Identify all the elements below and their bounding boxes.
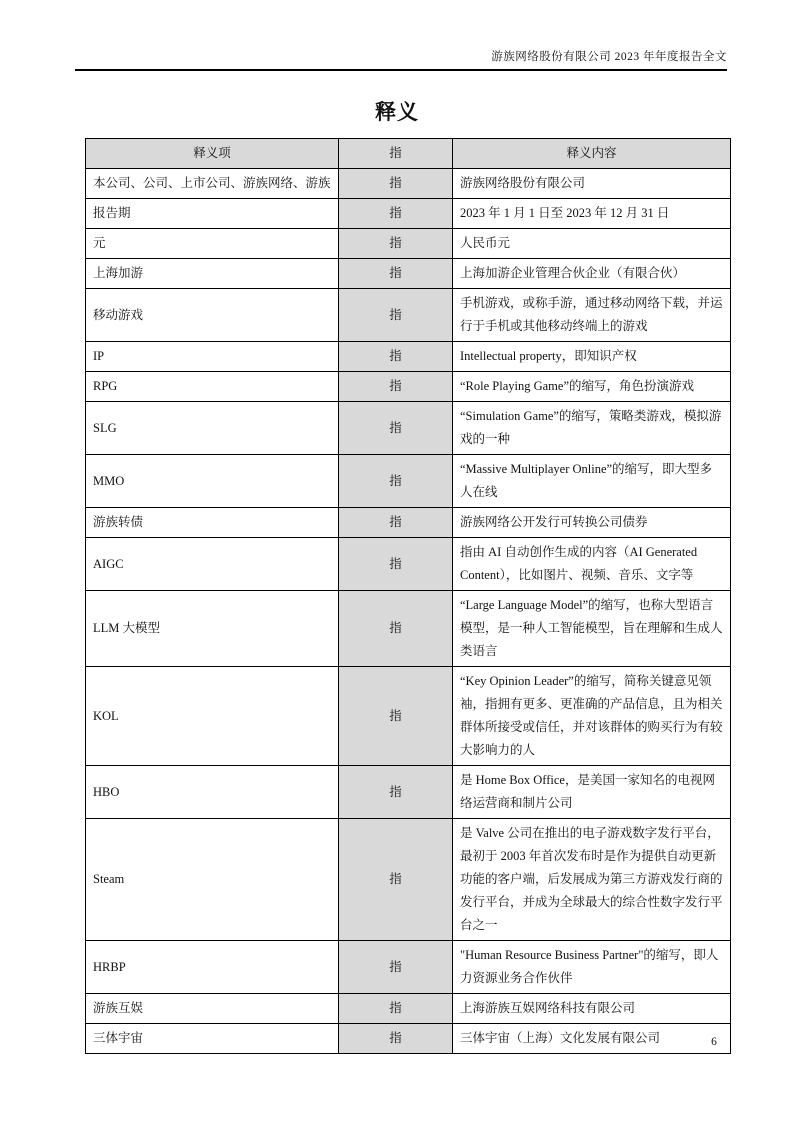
zhi-cell: 指 — [339, 229, 453, 259]
term-cell: 报告期 — [86, 199, 339, 229]
zhi-cell: 指 — [339, 1024, 453, 1054]
zhi-cell: 指 — [339, 667, 453, 766]
zhi-cell: 指 — [339, 289, 453, 342]
page-number: 6 — [711, 1036, 717, 1048]
definition-cell: “Simulation Game”的缩写，策略类游戏，模拟游戏的一种 — [453, 402, 731, 455]
table-row — [86, 199, 731, 229]
definition-cell: “Massive Multiplayer Online”的缩写，即大型多人在线 — [453, 455, 731, 508]
term-cell: MMO — [86, 455, 339, 508]
table-row — [86, 455, 731, 508]
table-row — [86, 372, 731, 402]
term-cell: Steam — [86, 819, 339, 941]
term-cell: RPG — [86, 372, 339, 402]
definition-cell: 是 Valve 公司在推出的电子游戏数字发行平台，最初于 2003 年首次发布时是作为提供自动更新功能的客户端，后发展成为第三方游戏发行商的发行平台，并成为全球最大的综合性数字发行平台之一 — [453, 819, 731, 941]
term-cell: 本公司、公司、上市公司、游族网络、游族 — [86, 169, 339, 199]
table-row — [86, 402, 731, 455]
definition-cell: Intellectual property，即知识产权 — [453, 342, 731, 372]
definition-cell: 指由 AI 自动创作生成的内容（AI Generated Content），比如图片、视频、音乐、文字等 — [453, 538, 731, 591]
table-row — [86, 342, 731, 372]
column-header-definition: 释义内容 — [453, 139, 731, 169]
zhi-cell: 指 — [339, 199, 453, 229]
table-row — [86, 169, 731, 199]
term-cell: 三体宇宙 — [86, 1024, 339, 1054]
term-cell: 移动游戏 — [86, 289, 339, 342]
definition-cell: 游族网络公开发行可转换公司债券 — [453, 508, 731, 538]
table-row — [86, 229, 731, 259]
zhi-cell: 指 — [339, 941, 453, 994]
table-body — [86, 169, 731, 1054]
term-cell: SLG — [86, 402, 339, 455]
term-cell: AIGC — [86, 538, 339, 591]
definition-cell: “Role Playing Game”的缩写，角色扮演游戏 — [453, 372, 731, 402]
definition-cell: 人民币元 — [453, 229, 731, 259]
zhi-cell: 指 — [339, 342, 453, 372]
column-header-term: 释义项 — [86, 139, 339, 169]
term-cell: 游族互娱 — [86, 994, 339, 1024]
zhi-cell: 指 — [339, 402, 453, 455]
term-cell: LLM 大模型 — [86, 591, 339, 667]
zhi-cell: 指 — [339, 169, 453, 199]
zhi-cell: 指 — [339, 455, 453, 508]
table-row — [86, 766, 731, 819]
table-row — [86, 941, 731, 994]
term-cell: HBO — [86, 766, 339, 819]
definition-cell: 手机游戏，或称手游，通过移动网络下载，并运行于手机或其他移动终端上的游戏 — [453, 289, 731, 342]
zhi-cell: 指 — [339, 766, 453, 819]
table-row — [86, 591, 731, 667]
column-header-zhi: 指 — [339, 139, 453, 169]
zhi-cell: 指 — [339, 819, 453, 941]
term-cell: 元 — [86, 229, 339, 259]
term-cell: IP — [86, 342, 339, 372]
zhi-cell: 指 — [339, 372, 453, 402]
definition-cell: “Large Language Model”的缩写，也称大型语言模型，是一种人工智能模型，旨在理解和生成人类语言 — [453, 591, 731, 667]
term-cell: KOL — [86, 667, 339, 766]
table-row — [86, 259, 731, 289]
definition-cell: 游族网络股份有限公司 — [453, 169, 731, 199]
definition-cell: 上海游族互娱网络科技有限公司 — [453, 994, 731, 1024]
zhi-cell: 指 — [339, 538, 453, 591]
zhi-cell: 指 — [339, 591, 453, 667]
definition-cell: “Key Opinion Leader”的缩写，简称关键意见领袖，指拥有更多、更准确的产品信息，且为相关群体所接受或信任，并对该群体的购买行为有较大影响力的人 — [453, 667, 731, 766]
table-row — [86, 667, 731, 766]
table-header-row — [86, 139, 731, 169]
table-row — [86, 819, 731, 941]
document-header — [75, 48, 727, 71]
term-cell: 游族转债 — [86, 508, 339, 538]
zhi-cell: 指 — [339, 994, 453, 1024]
zhi-cell: 指 — [339, 508, 453, 538]
document-header-text: 游族网络股份有限公司 2023 年年度报告全文 — [491, 51, 727, 63]
definition-cell: 2023 年 1 月 1 日至 2023 年 12 月 31 日 — [453, 199, 731, 229]
definition-cell: 是 Home Box Office，是美国一家知名的电视网络运营商和制片公司 — [453, 766, 731, 819]
table-row — [86, 994, 731, 1024]
definition-cell: 上海加游企业管理合伙企业（有限合伙） — [453, 259, 731, 289]
zhi-cell: 指 — [339, 259, 453, 289]
definitions-table — [85, 138, 731, 1054]
definition-cell: "Human Resource Business Partner"的缩写，即人力资源业务合作伙伴 — [453, 941, 731, 994]
term-cell: 上海加游 — [86, 259, 339, 289]
table-row — [86, 508, 731, 538]
page-title: 释义 — [375, 100, 419, 124]
table-row — [86, 289, 731, 342]
table-row — [86, 1024, 731, 1054]
definition-cell: 三体宇宙（上海）文化发展有限公司 — [453, 1024, 731, 1054]
term-cell: HRBP — [86, 941, 339, 994]
table-row — [86, 538, 731, 591]
